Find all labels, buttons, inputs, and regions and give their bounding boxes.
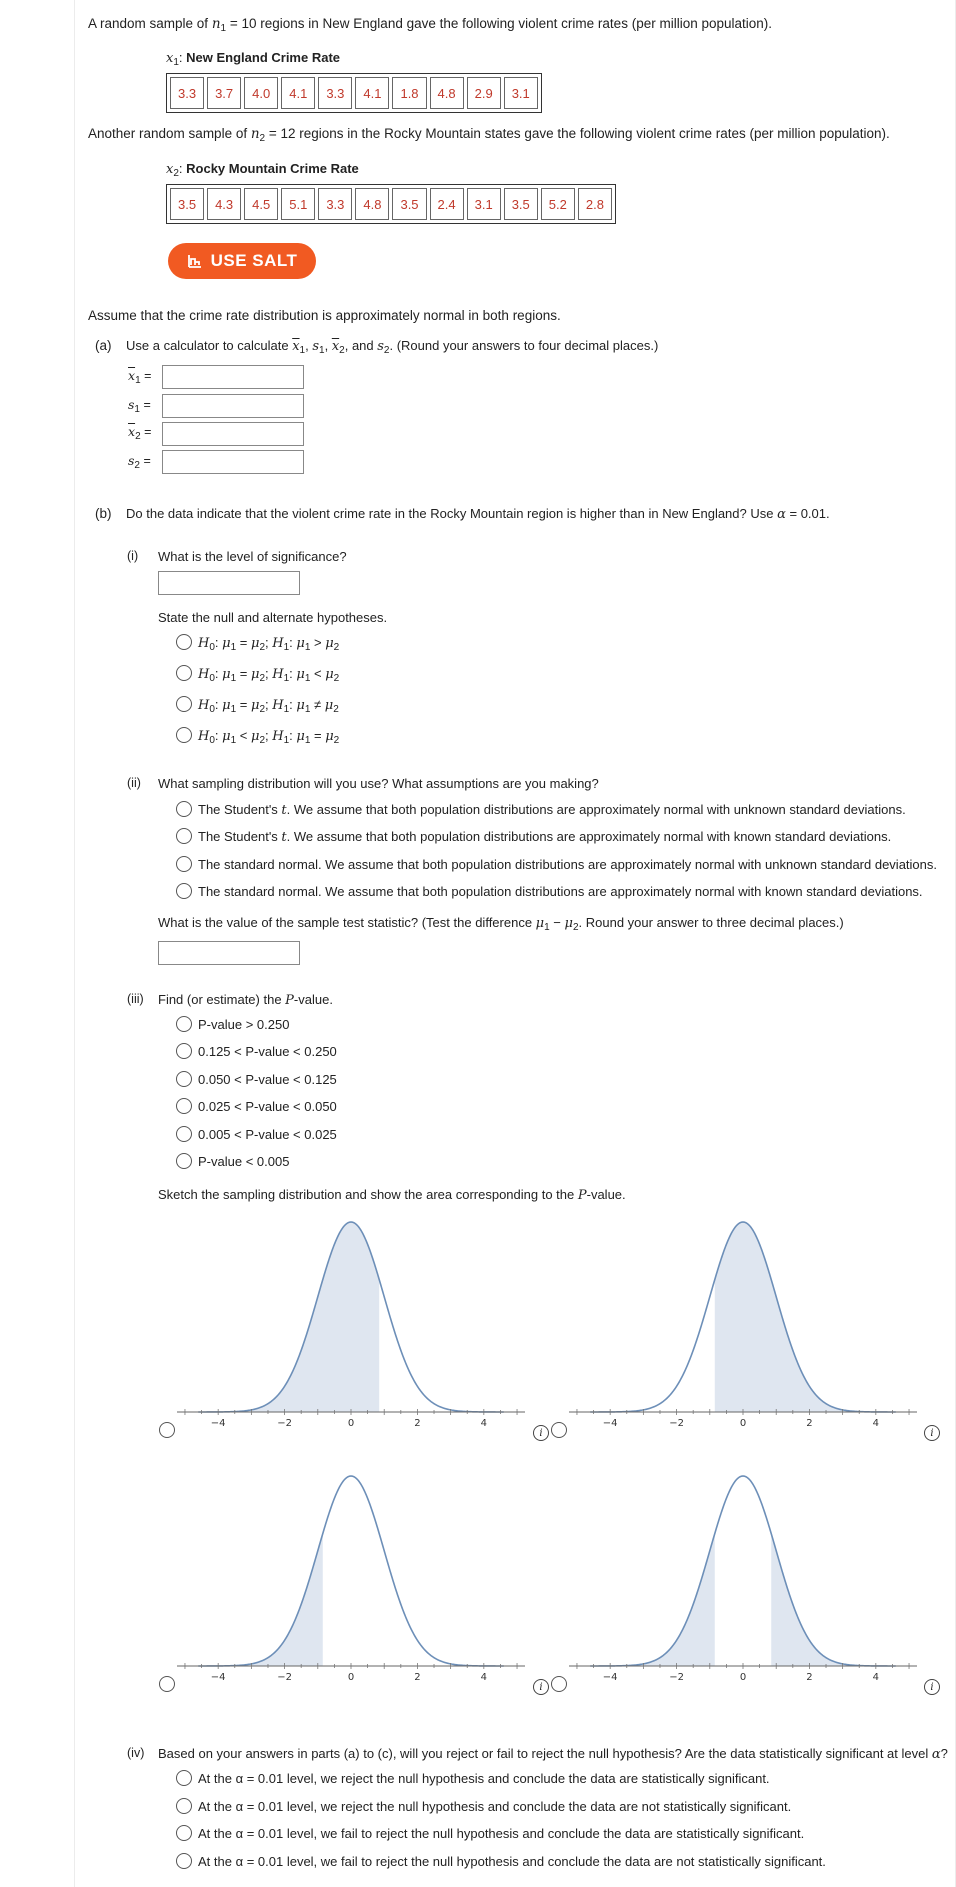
x-tick-label: 4 [480, 1418, 488, 1429]
hypothesis-option-4: $H_0$: $\mu_1 < \mu_2$; $H_1$: $\mu_1 = \mu_2$ [198, 728, 340, 746]
xbar2-label: $\overline{x}_2$ = [128, 424, 152, 442]
p-value-radio-6[interactable] [176, 1153, 192, 1169]
x-tick-label: 2 [414, 1418, 421, 1429]
sketch-radio-3[interactable] [159, 1676, 175, 1692]
xbar1-input[interactable] [162, 365, 304, 389]
density-curve [198, 1476, 504, 1666]
test-statistic-input[interactable] [158, 941, 300, 965]
rocky-mountain-cell: 4.5 [244, 188, 278, 220]
distribution-option-3: The standard normal. We assume that both population distributions are approximately normal with unknown standard deviations. [198, 857, 938, 872]
p-value-radio-1[interactable] [176, 1016, 192, 1032]
x-tick-label: 4 [872, 1672, 880, 1683]
shaded-area [594, 1534, 715, 1666]
intro-sample-2: Another random sample of $n_2 = 12$ regions in the Rocky Mountain states gave the following violent crime rates (per million population). [88, 126, 890, 144]
sketch-plot-2 [567, 1210, 919, 1440]
use-salt-label: USE SALT [210, 251, 298, 270]
conclusion-option-3: At the α = 0.01 level, we fail to reject the null hypothesis and conclude the data are statistically significant. [198, 1826, 805, 1841]
x-tick-label: −4 [602, 1418, 618, 1429]
sketch-radio-1[interactable] [159, 1422, 175, 1438]
new-england-cell: 4.1 [281, 77, 315, 109]
rocky-mountain-cell: 4.3 [207, 188, 241, 220]
p-value-radio-2[interactable] [176, 1043, 192, 1059]
x-tick-label: −2 [669, 1418, 684, 1429]
new-england-cell: 1.8 [392, 77, 426, 109]
s2-label: $s_2$ = [128, 453, 151, 471]
x-tick-label: 4 [480, 1672, 488, 1683]
new-england-cell: 4.0 [244, 77, 278, 109]
x-tick-label: −4 [602, 1672, 618, 1683]
x-tick-label: −4 [210, 1672, 226, 1683]
part-b-text: Do the data indicate that the violent crime rate in the Rocky Mountain region is higher than in New England? Use α = 0.01. [126, 506, 830, 522]
density-curve [590, 1476, 896, 1666]
new-england-data-table [166, 73, 542, 113]
info-icon[interactable]: i [533, 1679, 549, 1695]
distribution-radio-2[interactable] [176, 828, 192, 844]
new-england-cell: 3.7 [207, 77, 241, 109]
table2-label: $x_2$: Rocky Mountain Crime Rate [166, 161, 359, 179]
x-tick-label: −2 [277, 1672, 292, 1683]
xbar2-input[interactable] [162, 422, 304, 446]
s2-input[interactable] [162, 450, 304, 474]
shaded-area [771, 1534, 892, 1666]
new-england-cell: 4.8 [430, 77, 464, 109]
new-england-cell: 3.1 [504, 77, 538, 109]
part-a-label: (a) [95, 338, 112, 353]
x-tick-label: 2 [806, 1672, 813, 1683]
info-icon[interactable]: i [533, 1425, 549, 1441]
sketch-radio-4[interactable] [551, 1676, 567, 1692]
new-england-cell: 4.1 [355, 77, 389, 109]
info-icon[interactable]: i [924, 1679, 940, 1695]
rocky-mountain-data-table [166, 184, 616, 224]
table1-label: $x_1$: New England Crime Rate [166, 50, 341, 68]
rocky-mountain-cell: 5.1 [281, 188, 315, 220]
sketch-plot-4 [567, 1464, 919, 1694]
part-iii-label: (iii) [127, 992, 144, 1006]
p-value-option-1: P-value > 0.250 [198, 1017, 290, 1032]
significance-question: What is the level of significance? [158, 549, 347, 564]
conclusion-radio-1[interactable] [176, 1770, 192, 1786]
xbar1-label: $\overline{x}_1$ = [128, 368, 152, 386]
p-value-radio-5[interactable] [176, 1126, 192, 1142]
shaded-area [715, 1222, 893, 1412]
significance-input[interactable] [158, 571, 300, 595]
assumption-text: Assume that the crime rate distribution is approximately normal in both regions. [88, 308, 561, 323]
rocky-mountain-cell: 2.4 [430, 188, 464, 220]
x-tick-label: −2 [669, 1672, 684, 1683]
p-value-option-3: 0.050 < P-value < 0.125 [198, 1072, 337, 1087]
conclusion-option-4: At the α = 0.01 level, we fail to reject the null hypothesis and conclude the data are not statistically significant. [198, 1854, 826, 1869]
new-england-cell: 3.3 [318, 77, 352, 109]
rocky-mountain-cell: 2.8 [578, 188, 612, 220]
distribution-radio-3[interactable] [176, 856, 192, 872]
shaded-area [202, 1534, 323, 1666]
hypothesis-option-2: $H_0$: $\mu_1 = \mu_2$; $H_1$: $\mu_1 < \mu_2$ [198, 666, 340, 684]
rocky-mountain-cell: 5.2 [541, 188, 575, 220]
salt-chart-icon [187, 253, 203, 269]
distribution-option-2: The Student's t. We assume that both population distributions are approximately normal with known standard deviations. [198, 829, 892, 845]
hypothesis-option-3: $H_0$: $\mu_1 = \mu_2$; $H_1$: $\mu_1 \ne \mu_2$ [198, 697, 339, 715]
conclusion-radio-3[interactable] [176, 1825, 192, 1841]
x-tick-label: 2 [806, 1418, 813, 1429]
shaded-area [202, 1222, 380, 1412]
rocky-mountain-cell: 3.5 [504, 188, 538, 220]
part-i-label: (i) [127, 549, 139, 563]
conclusion-option-1: At the α = 0.01 level, we reject the null hypothesis and conclude the data are statistically significant. [198, 1771, 770, 1786]
intro-sample-1: A random sample of $n_1 = 10$ regions in New England gave the following violent crime rates (per million population). [88, 16, 773, 34]
x-tick-label: −2 [277, 1418, 292, 1429]
x-tick-label: 0 [347, 1672, 355, 1683]
p-value-option-5: 0.005 < P-value < 0.025 [198, 1127, 337, 1142]
p-value-option-2: 0.125 < P-value < 0.250 [198, 1044, 337, 1059]
conclusion-radio-4[interactable] [176, 1853, 192, 1869]
test-statistic-question: What is the value of the sample test statistic? (Test the difference $\mu_1 - \mu_2$. Round your answer to three decimal places.) [158, 915, 844, 933]
use-salt-button[interactable] [168, 243, 316, 279]
x-tick-label: 0 [739, 1418, 747, 1429]
info-icon[interactable]: i [924, 1425, 940, 1441]
p-value-question: Find (or estimate) the P-value. [158, 992, 333, 1008]
sketch-plot-1 [175, 1210, 527, 1440]
rocky-mountain-cell: 3.1 [467, 188, 501, 220]
p-value-radio-4[interactable] [176, 1098, 192, 1114]
hypothesis-radio-1[interactable] [176, 634, 192, 650]
part-ii-label: (ii) [127, 776, 141, 790]
rocky-mountain-cell: 4.8 [355, 188, 389, 220]
x-tick-label: 0 [347, 1418, 355, 1429]
distribution-radio-4[interactable] [176, 883, 192, 899]
x-tick-label: 0 [739, 1672, 747, 1683]
distribution-radio-1[interactable] [176, 801, 192, 817]
new-england-cell: 3.3 [170, 77, 204, 109]
sketch-prompt: Sketch the sampling distribution and show the area corresponding to the P-value. [158, 1187, 626, 1203]
rocky-mountain-cell: 3.5 [392, 188, 426, 220]
x-tick-label: 2 [414, 1672, 421, 1683]
conclusion-question: Based on your answers in parts (a) to (c), will you reject or fail to reject the null hypothesis? Are the data statistically significant at level α? [158, 1746, 948, 1762]
p-value-radio-3[interactable] [176, 1071, 192, 1087]
x-tick-label: −4 [210, 1418, 226, 1429]
new-england-cell: 2.9 [467, 77, 501, 109]
conclusion-option-2: At the α = 0.01 level, we reject the null hypothesis and conclude the data are not statistically significant. [198, 1799, 792, 1814]
part-a-text: Use a calculator to calculate $\overline{x}_1$, $s_1$, $\overline{x}_2$, and $s_2$. (Round your answers to four decimal places.) [126, 338, 659, 356]
hypothesis-option-1: $H_0$: $\mu_1 = \mu_2$; $H_1$: $\mu_1 > \mu_2$ [198, 635, 340, 653]
conclusion-radio-2[interactable] [176, 1798, 192, 1814]
distribution-question: What sampling distribution will you use? What assumptions are you making? [158, 776, 599, 791]
hypothesis-radio-2[interactable] [176, 665, 192, 681]
p-value-option-4: 0.025 < P-value < 0.050 [198, 1099, 337, 1114]
sketch-plot-3 [175, 1464, 527, 1694]
p-value-option-6: P-value < 0.005 [198, 1154, 290, 1169]
s1-label: $s_1$ = [128, 397, 151, 415]
hypothesis-radio-4[interactable] [176, 727, 192, 743]
distribution-option-4: The standard normal. We assume that both population distributions are approximately normal with known standard deviations. [198, 884, 923, 899]
sketch-radio-2[interactable] [551, 1422, 567, 1438]
s1-input[interactable] [162, 394, 304, 418]
rocky-mountain-cell: 3.5 [170, 188, 204, 220]
distribution-option-1: The Student's t. We assume that both population distributions are approximately normal with unknown standard deviations. [198, 802, 906, 818]
x-tick-label: 4 [872, 1418, 880, 1429]
hypothesis-radio-3[interactable] [176, 696, 192, 712]
part-b-label: (b) [95, 506, 112, 521]
hypotheses-prompt: State the null and alternate hypotheses. [158, 610, 388, 625]
part-iv-label: (iv) [127, 1746, 145, 1760]
rocky-mountain-cell: 3.3 [318, 188, 352, 220]
